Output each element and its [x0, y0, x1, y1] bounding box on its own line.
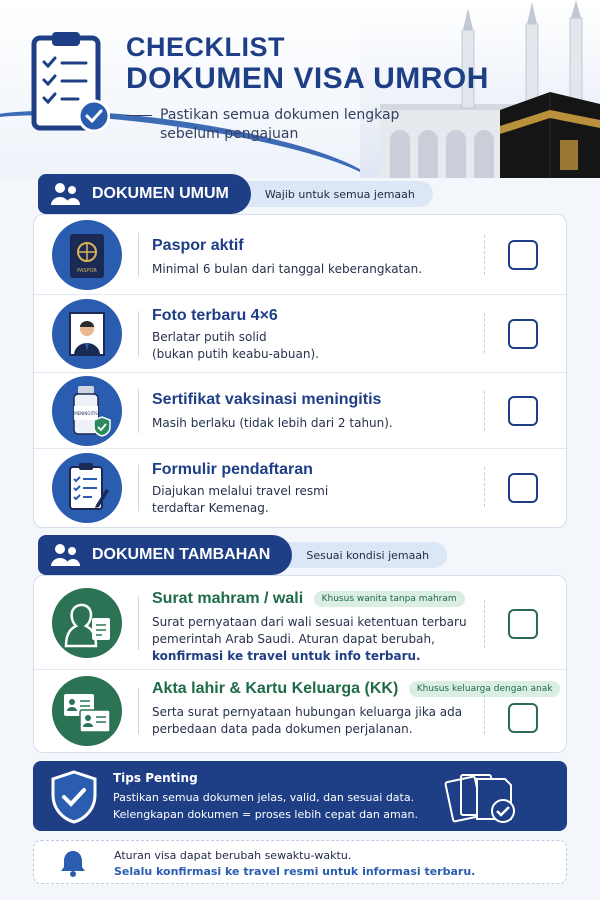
section-header-dokumen-umum — [38, 174, 433, 214]
section-tag: Wajib untuk semua jemaah — [235, 181, 433, 207]
checklist-card-dokumen-tambahan — [33, 575, 567, 753]
form-clipboard-icon — [52, 453, 122, 523]
notice-line1: Aturan visa dapat berubah sewaktu-waktu. — [114, 849, 352, 862]
item-description-line2: pemerintah Arab Saudi. Aturan dapat berubah, — [152, 632, 435, 646]
item-description-line2: (bukan putih keabu-abuan). — [152, 347, 319, 361]
dashed-separator — [484, 235, 485, 275]
item-description-line1: Berlatar putih solid — [152, 330, 267, 344]
dashed-separator — [484, 467, 485, 507]
list-item — [34, 449, 566, 527]
people-icon — [50, 182, 80, 206]
page-subtitle: Pastikan semua dokumen lengkap sebelum pengajuan — [160, 107, 400, 142]
dashed-separator — [484, 313, 485, 353]
section-title: DOKUMEN UMUM — [92, 185, 229, 202]
item-description: Masih berlaku (tidak lebih dari 2 tahun). — [152, 416, 393, 430]
vial-label: MENINGITIS — [74, 411, 98, 416]
photo-portrait-icon — [52, 299, 122, 369]
item-title — [152, 590, 465, 608]
dashed-separator — [484, 690, 485, 734]
row-divider — [138, 311, 139, 357]
checkbox-vaksin[interactable] — [508, 396, 538, 426]
page-title-line1: CHECKLIST — [126, 32, 285, 62]
list-item — [34, 670, 566, 752]
header-banner — [0, 0, 600, 178]
item-title — [152, 680, 560, 698]
row-divider — [138, 233, 139, 277]
passport-label: PASPOR — [77, 268, 97, 274]
list-item — [34, 295, 566, 373]
passport-icon — [52, 220, 122, 290]
item-description-line1: Surat pernyataan dari wali sesuai ketentuan terbaru — [152, 615, 467, 629]
row-divider — [138, 596, 139, 650]
item-title: Foto terbaru 4×6 — [152, 307, 278, 324]
vaccine-vial-icon — [52, 376, 122, 446]
item-title: Formulir pendaftaran — [152, 461, 313, 478]
shield-check-icon — [47, 769, 101, 825]
page-title-line2: DOKUMEN VISA UMROH — [126, 62, 489, 95]
section-title: DOKUMEN TAMBAHAN — [92, 546, 271, 563]
section-title-pill — [38, 174, 251, 214]
checkbox-akta-kk[interactable] — [508, 703, 538, 733]
list-item — [34, 373, 566, 449]
notice-box — [33, 840, 567, 884]
item-description-line2: perbedaan data pada dokumen perjalanan. — [152, 722, 413, 736]
checkbox-formulir[interactable] — [508, 473, 538, 503]
notice-line2: Selalu konfirmasi ke travel resmi untuk informasi terbaru. — [114, 865, 476, 878]
list-item — [34, 215, 566, 295]
emphasis-text: konfirmasi ke travel untuk info terbaru. — [152, 649, 421, 663]
list-item — [34, 576, 566, 670]
dashed-separator — [484, 600, 485, 648]
condition-badge: Khusus wanita tanpa mahram — [314, 591, 465, 607]
tips-panel — [33, 761, 567, 831]
tips-line1: Pastikan semua dokumen jelas, valid, dan sesuai data. — [113, 791, 415, 804]
row-divider — [138, 465, 139, 511]
item-title: Sertifikat vaksinasi meningitis — [152, 391, 382, 408]
row-divider — [138, 389, 139, 433]
item-description: Minimal 6 bulan dari tanggal keberangkatan. — [152, 262, 423, 276]
dashed-separator — [484, 391, 485, 431]
item-description-line2: terdaftar Kemenag. — [152, 501, 269, 515]
documents-check-icon — [443, 769, 523, 825]
item-description-line1: Serta surat pernyataan hubungan keluarga jika ada — [152, 705, 463, 719]
row-divider — [138, 688, 139, 734]
tips-line2: Kelengkapan dokumen = proses lebih cepat dan aman. — [113, 808, 418, 821]
bell-icon — [58, 848, 88, 878]
clipboard-checklist-icon — [30, 28, 110, 132]
item-description-line3 — [152, 648, 421, 665]
section-header-dokumen-tambahan — [38, 535, 447, 575]
item-title-text: Surat mahram / wali — [152, 590, 304, 607]
id-cards-icon — [52, 676, 122, 746]
item-description-line1: Diajukan melalui travel resmi — [152, 484, 329, 498]
people-icon — [50, 543, 80, 567]
checkbox-paspor[interactable] — [508, 240, 538, 270]
section-tag: Sesuai kondisi jemaah — [276, 542, 447, 568]
section-title-pill — [38, 535, 292, 575]
checklist-card-dokumen-umum — [33, 214, 567, 528]
subtitle-divider — [126, 115, 152, 116]
item-title: Paspor aktif — [152, 237, 244, 254]
checkbox-foto[interactable] — [508, 319, 538, 349]
tips-title: Tips Penting — [113, 771, 198, 785]
item-title-text: Akta lahir & Kartu Keluarga (KK) — [152, 680, 399, 697]
condition-badge: Khusus keluarga dengan anak — [409, 681, 561, 697]
checkbox-mahram[interactable] — [508, 609, 538, 639]
woman-document-icon — [52, 588, 122, 658]
